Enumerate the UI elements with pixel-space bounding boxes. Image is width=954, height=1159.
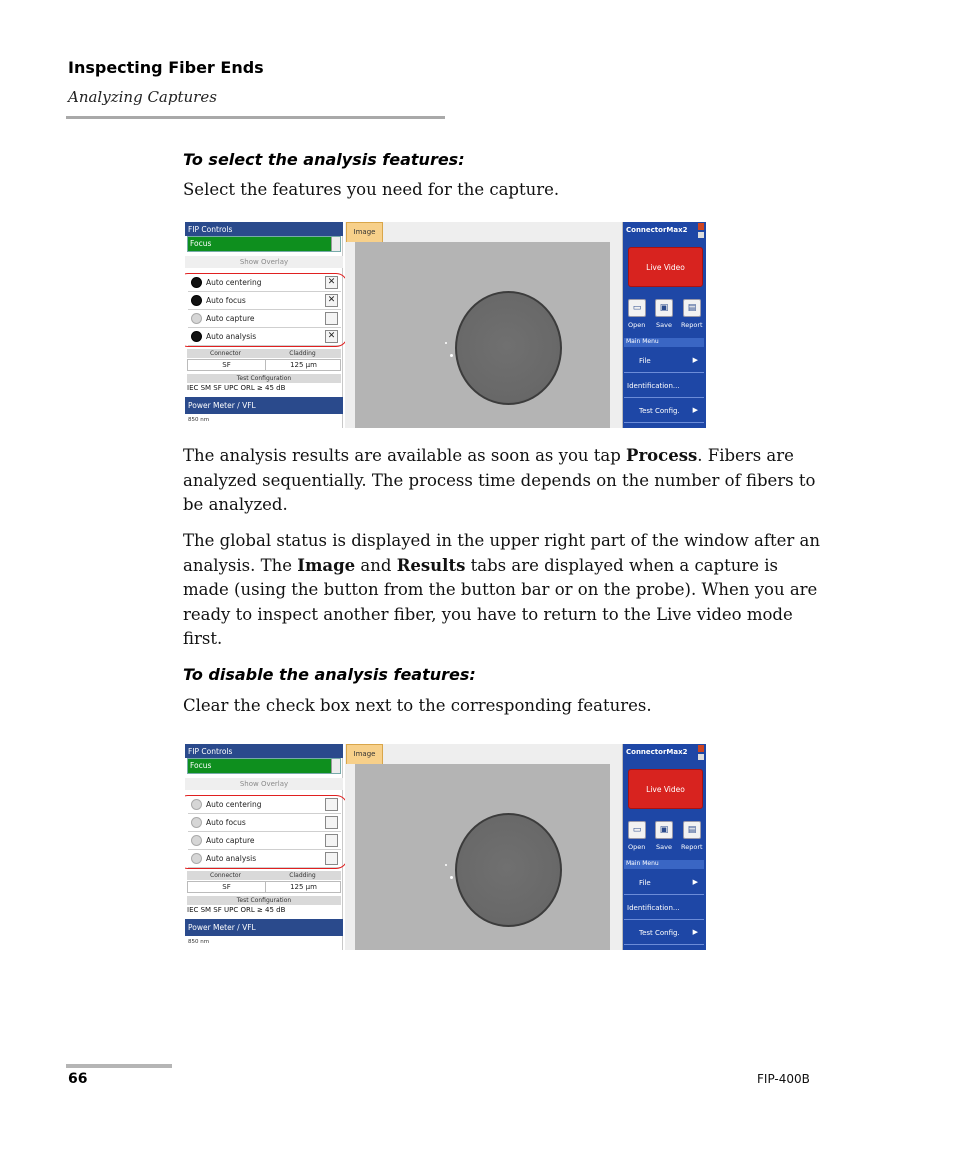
paragraph-global-status <box>183 529 823 652</box>
test-config-value[interactable]: IEC SM SF UPC ORL ≥ 45 dB <box>187 906 286 914</box>
screenshot-analysis-enabled <box>185 222 706 428</box>
live-video-button[interactable]: Live Video <box>628 247 703 287</box>
menu-item-file[interactable] <box>624 349 704 373</box>
main-menu-header: Main Menu <box>624 860 704 869</box>
menu-item-label: File <box>639 879 651 887</box>
feature-label: Auto analysis <box>206 854 257 863</box>
results-keyword: Results <box>396 555 466 575</box>
check-mark-icon: ✕ <box>327 295 336 305</box>
power-meter-header[interactable]: Power Meter / VFL <box>185 397 343 414</box>
app-title: ConnectorMax2 <box>626 226 688 234</box>
procedure-heading-disable: To disable the analysis features: <box>183 665 476 684</box>
show-overlay-button[interactable]: Show Overlay <box>185 256 343 268</box>
open-label: Open <box>628 843 646 851</box>
live-video-button[interactable]: Live Video <box>628 769 703 809</box>
menu-item-file[interactable] <box>624 871 704 895</box>
test-config-header <box>187 374 341 383</box>
save-disk-icon[interactable]: ▣ <box>655 299 673 317</box>
feature-label: Auto centering <box>206 278 262 287</box>
close-icon[interactable] <box>698 223 704 230</box>
menu-item-identification[interactable] <box>624 374 704 398</box>
para2-text-a: The global status is displayed in the upper right part of the window after an analysis. The <box>183 531 820 575</box>
menu-item-test-config[interactable] <box>624 399 704 423</box>
save-label: Save <box>656 321 672 329</box>
save-disk-icon[interactable]: ▣ <box>655 821 673 839</box>
menu-item-label: Identification... <box>627 904 680 912</box>
running-header-title: Inspecting Fiber Ends <box>68 58 264 77</box>
connector-cladding-values <box>187 359 341 371</box>
fiber-core <box>455 291 562 405</box>
menu-item-label: Test Config. <box>639 929 680 937</box>
paragraph-process <box>183 444 823 518</box>
pin-icon[interactable] <box>698 232 704 238</box>
open-folder-icon[interactable]: ▭ <box>628 299 646 317</box>
feature-label: Auto capture <box>206 314 255 323</box>
feature-label: Auto focus <box>206 818 246 827</box>
page-number: 66 <box>68 1071 88 1087</box>
para2-text-b: and <box>355 555 397 575</box>
close-icon[interactable] <box>698 745 704 752</box>
test-config-header <box>187 896 341 905</box>
header-rule <box>66 116 445 119</box>
feature-label: Auto capture <box>206 836 255 845</box>
right-panel <box>623 744 706 950</box>
fip-controls-title: FIP Controls <box>185 744 343 758</box>
check-mark-icon: ✕ <box>327 331 336 341</box>
para2-text-c: tabs are displayed when a capture is made (using the button from the button bar or on the probe). When you are ready to inspect another fiber, you have to return to the Live video mode first. <box>183 555 818 648</box>
menu-item-identification[interactable] <box>624 896 704 920</box>
feature-label: Auto focus <box>206 296 246 305</box>
focus-bar[interactable] <box>187 758 341 774</box>
para1-text-b: . Fibers are analyzed sequentially. The process time depends on the number of fibers to be analyzed. <box>183 446 816 514</box>
show-overlay-button[interactable]: Show Overlay <box>185 778 343 790</box>
test-config-label: Test Configuration <box>236 375 292 382</box>
arrow-right-icon: ▶ <box>692 878 698 886</box>
product-name: FIP-400B <box>757 1072 810 1086</box>
report-label: Report <box>681 321 703 329</box>
feature-label: Auto analysis <box>206 332 257 341</box>
image-area <box>345 222 623 428</box>
fiber-image <box>355 242 610 428</box>
connector-cladding-header <box>187 871 341 880</box>
test-config-label: Test Configuration <box>236 897 292 904</box>
report-label: Report <box>681 843 703 851</box>
connector-header: Connector <box>210 350 241 357</box>
focus-slider-handle[interactable] <box>331 759 340 773</box>
check-mark-icon: ✕ <box>327 277 336 287</box>
arrow-right-icon: ▶ <box>692 928 698 936</box>
highlight-oval <box>185 795 348 869</box>
report-icon[interactable]: ▤ <box>683 299 701 317</box>
menu-item-test-config[interactable] <box>624 921 704 945</box>
cladding-header: Cladding <box>289 350 316 357</box>
procedure-heading-select: To select the analysis features: <box>183 150 465 169</box>
focus-slider-handle[interactable] <box>331 237 340 251</box>
highlight-oval <box>185 273 348 347</box>
process-keyword: Process <box>626 446 698 465</box>
para1-text-a: The analysis results are available as soon as you tap <box>183 446 627 465</box>
report-icon[interactable]: ▤ <box>683 821 701 839</box>
pin-icon[interactable] <box>698 754 704 760</box>
menu-item-label: File <box>639 357 651 365</box>
cladding-value: 125 µm <box>290 883 317 891</box>
fiber-image <box>355 764 610 950</box>
connector-header: Connector <box>210 872 241 879</box>
image-keyword: Image <box>297 555 356 575</box>
test-config-value[interactable]: IEC SM SF UPC ORL ≥ 45 dB <box>187 384 286 392</box>
footer-rule <box>66 1064 172 1068</box>
wavelength-value: 850 nm <box>188 939 210 945</box>
instruction-select: Select the features you need for the capture. <box>183 180 560 199</box>
cladding-value: 125 µm <box>290 361 317 369</box>
menu-item-label: Identification... <box>627 382 680 390</box>
wavelength-value: 850 nm <box>188 417 210 423</box>
connector-value: SF <box>222 883 231 891</box>
connector-cladding-values <box>187 881 341 893</box>
connector-cladding-header <box>187 349 341 358</box>
save-label: Save <box>656 843 672 851</box>
right-panel <box>623 222 706 428</box>
feature-label: Auto centering <box>206 800 262 809</box>
tab-image[interactable]: Image <box>346 744 383 764</box>
focus-label: Focus <box>188 759 331 773</box>
instruction-disable: Clear the check box next to the corresponding features. <box>183 696 652 715</box>
focus-label: Focus <box>188 237 331 251</box>
image-area <box>345 744 623 950</box>
connector-value: SF <box>222 361 231 369</box>
arrow-right-icon: ▶ <box>692 356 698 364</box>
power-meter-header[interactable]: Power Meter / VFL <box>185 919 343 936</box>
screenshot-analysis-disabled <box>185 744 706 950</box>
open-folder-icon[interactable]: ▭ <box>628 821 646 839</box>
fip-controls-title: FIP Controls <box>185 222 343 236</box>
arrow-right-icon: ▶ <box>692 406 698 414</box>
tab-image[interactable]: Image <box>346 222 383 242</box>
menu-item-label: Test Config. <box>639 407 680 415</box>
fiber-core <box>455 813 562 927</box>
running-header-subtitle: Analyzing Captures <box>68 88 217 106</box>
app-title: ConnectorMax2 <box>626 748 688 756</box>
main-menu-header: Main Menu <box>624 338 704 347</box>
cladding-header: Cladding <box>289 872 316 879</box>
open-label: Open <box>628 321 646 329</box>
focus-bar[interactable] <box>187 236 341 252</box>
